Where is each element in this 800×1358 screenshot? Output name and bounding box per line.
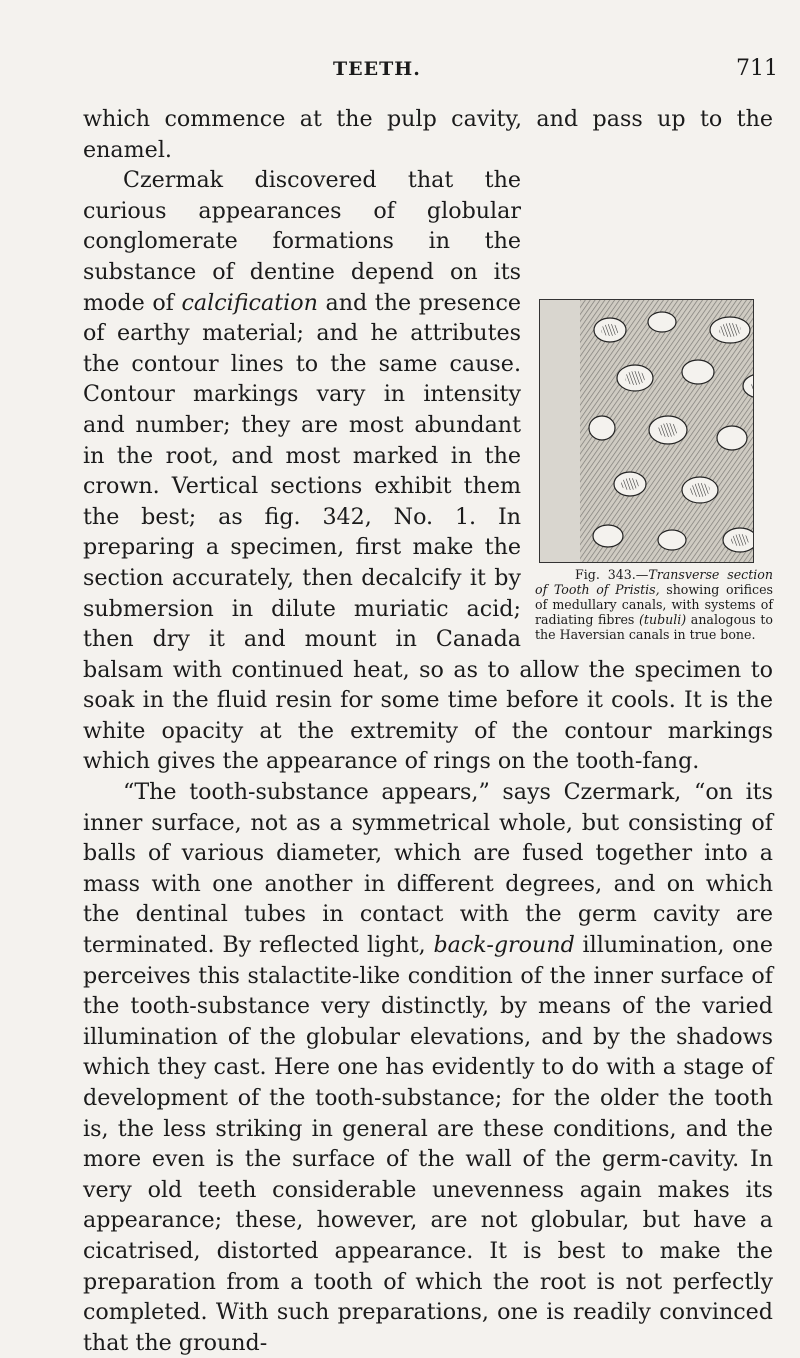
paragraph: which commence at the pulp cavity, and pass up to the enamel. [83,106,773,163]
paragraph-text: Czermak discovered that the curious appearances of globular conglomerate formations in the substance of dentine depend on its mode of [83,167,521,316]
body-text [83,104,773,1358]
figure-caption [535,567,773,642]
caption-text-end: analogous to the Haversian canals in true bone. [535,612,774,643]
paragraph [83,777,773,1358]
emphasis-back-ground: back-ground [433,932,575,959]
page-header [0,58,800,90]
figure [535,293,773,642]
caption-emphasis: (tubuli) [638,612,687,628]
running-head: TEETH. [333,58,421,80]
paragraph [83,165,773,777]
paragraph-text: illumination, one perceives this stalactite-like condition of the inner surface of the tooth-substance very distinctly, by means of the varied illumination of the globular elevations, and by the shadows which they cast. Here one has evidently to do with a stage of development of the tooth-substance; for the older the tooth is, the less striking in general are these conditions, and the more even is the surface of the wall of the germ-cavity. In very old teeth considerable unevenness again makes its appearance; these, however, are not globular, but have a cicatrised, distorted appearance. It is best to make the preparation from a tooth of which the root is not perfectly completed. With such preparations, one is readily convinced that the ground- [83,932,774,1356]
page-number: 711 [736,56,778,81]
caption-title: Transverse section of Tooth of Pristis, [535,567,774,598]
paragraph-text: “The tooth-substance appears,” says Czermark, “on its inner surface, not as a symmetrical whole, but consisting of balls of various diameter, which are fused together into a mass with one another in different degrees, and on which the dentinal tubes in contact with the germ cavity are terminated. By reflected light, [83,779,773,959]
emphasis-calcification: calcification [181,289,318,316]
engraving-icon [580,300,754,562]
paragraph-text: and the presence of earthy material; and he attributes the contour lines to the same cause. Contour markings vary in intensity and number; they are most abundant in the root, and most marked in the crown. Vertical sections exhibit them the best; as fig. 342, No. 1. In preparing a specimen, first make the section accurately, then decalcify it by submersion in dilute muriatic acid; then dry it and mount in Canada balsam with continued heat, so as to allow the specimen to soak in the fluid resin for some time before it cools. It is the white opacity at the extremity of the contour markings which gives the appearance of rings on the tooth-fang. [83,289,773,775]
caption-text: showing orifices of medullary canals, with systems of radiating fibres [535,582,773,628]
figure-label: Fig. 343.— [575,567,649,583]
tooth-section-illustration [539,299,754,563]
